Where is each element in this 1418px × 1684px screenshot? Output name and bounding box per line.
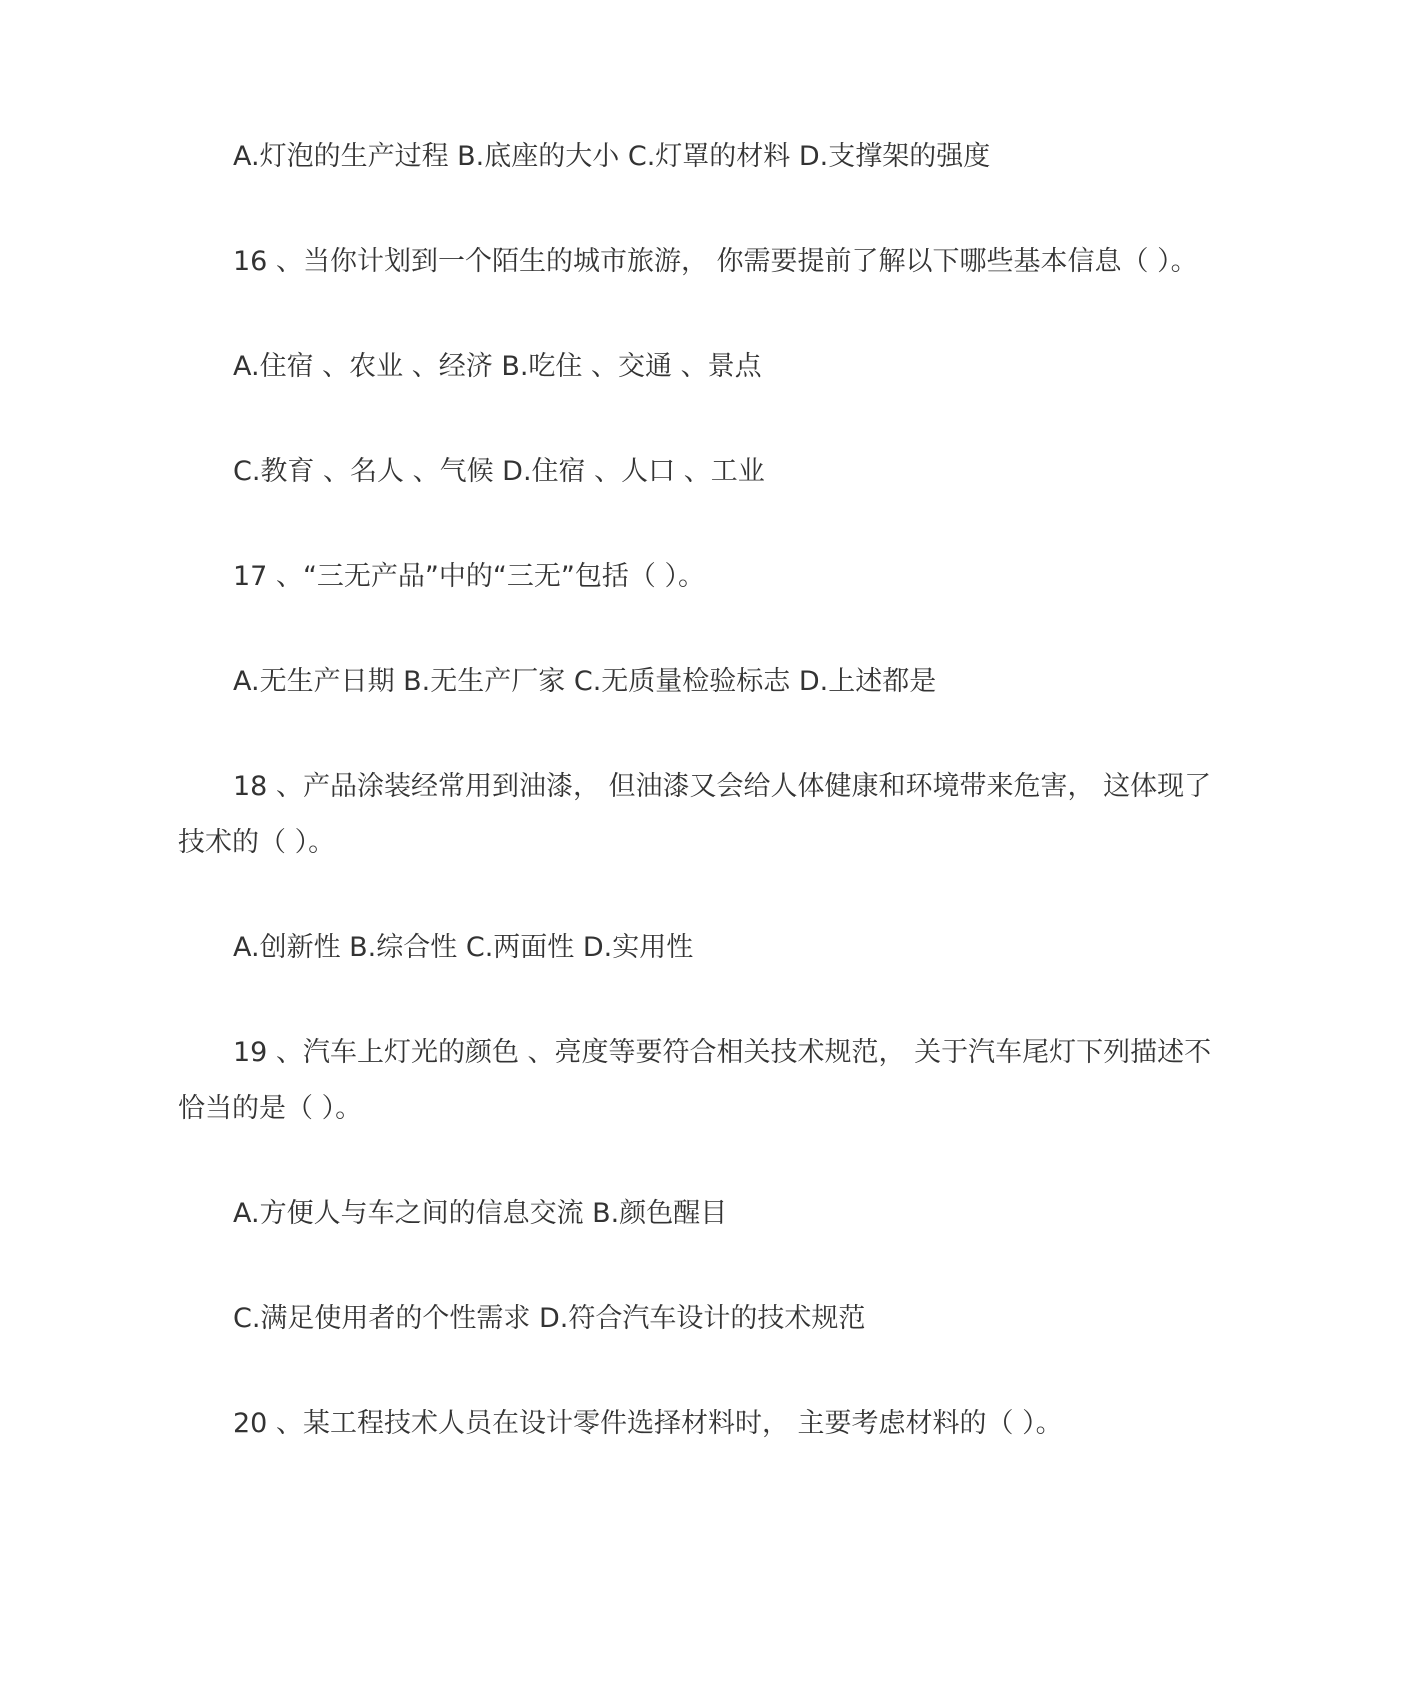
q19-question-line2: 恰当的是（ ）。	[178, 1093, 363, 1124]
q19-question-line1: 19 、汽车上灯光的颜色 、亮度等要符合相关技术规范， 关于汽车尾灯下列描述不	[233, 1037, 1212, 1068]
q18-options: A.创新性 B.综合性 C.两面性 D.实用性	[233, 932, 694, 963]
q20-question: 20 、某工程技术人员在设计零件选择材料时， 主要考虑材料的（ ）。	[233, 1408, 1063, 1439]
q15-options-line: A.灯泡的生产过程 B.底座的大小 C.灯罩的材料 D.支撑架的强度	[233, 141, 991, 172]
q17-options: A.无生产日期 B.无生产厂家 C.无质量检验标志 D.上述都是	[233, 666, 937, 697]
q16-options-cd: C.教育 、名人 、气候 D.住宿 、人口 、工业	[233, 456, 765, 487]
q18-question-line1: 18 、产品涂装经常用到油漆， 但油漆又会给人体健康和环境带来危害， 这体现了	[233, 771, 1212, 802]
q16-options-ab: A.住宿 、农业 、经济 B.吃住 、交通 、景点	[233, 351, 762, 382]
q19-options-ab: A.方便人与车之间的信息交流 B.颜色醒目	[233, 1198, 728, 1229]
q17-question: 17 、“三无产品”中的“三无”包括（ ）。	[233, 561, 705, 592]
q19-options-cd: C.满足使用者的个性需求 D.符合汽车设计的技术规范	[233, 1303, 866, 1334]
q18-question-line2: 技术的（ ）。	[178, 827, 336, 858]
q16-question: 16 、当你计划到一个陌生的城市旅游， 你需要提前了解以下哪些基本信息（ ）。	[233, 246, 1198, 277]
